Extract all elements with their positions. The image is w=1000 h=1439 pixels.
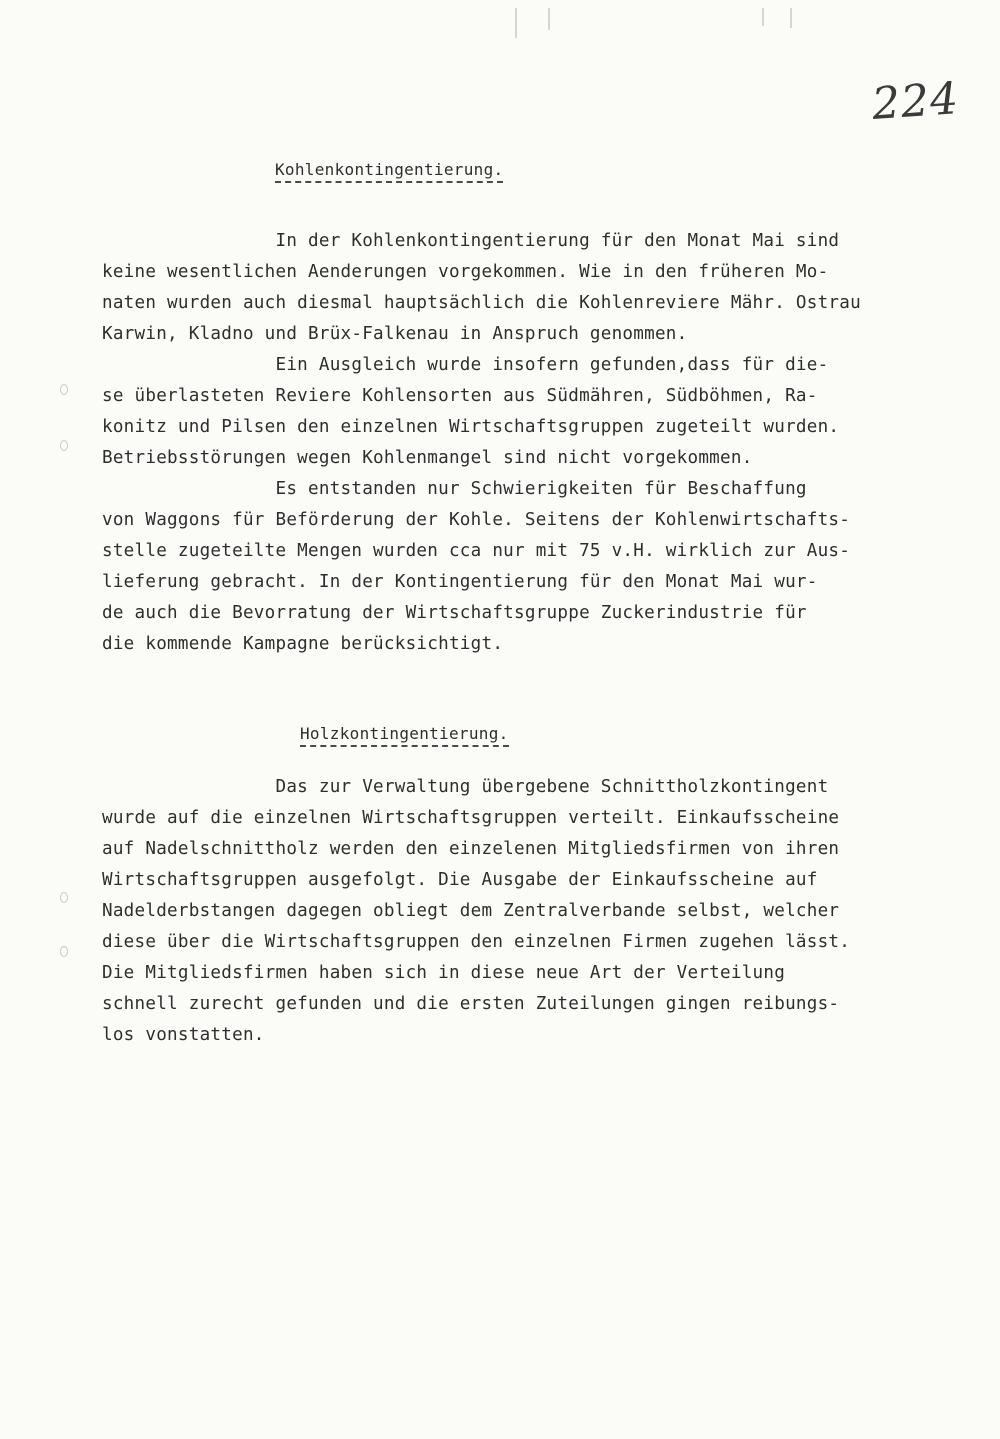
text-line: naten wurden auch diesmal hauptsächlich die Kohlenreviere Mähr. Ostrau bbox=[102, 293, 861, 313]
text-line: Es entstanden nur Schwierigkeiten für Beschaffung bbox=[102, 479, 807, 499]
scan-mark bbox=[515, 8, 517, 38]
text-line: lieferung gebracht. In der Kontingentierung für den Monat Mai wur- bbox=[102, 572, 818, 592]
text-line: wurde auf die einzelnen Wirtschaftsgruppen verteilt. Einkaufsscheine bbox=[102, 808, 840, 828]
scan-mark bbox=[762, 8, 764, 26]
scan-mark bbox=[790, 8, 792, 28]
punch-hole-mark bbox=[60, 440, 68, 451]
text-line: stelle zugeteilte Mengen wurden cca nur mit 75 v.H. wirklich zur Aus- bbox=[102, 541, 851, 561]
handwritten-page-number: 224 bbox=[870, 73, 961, 130]
text-line: Betriebsstörungen wegen Kohlenmangel sind nicht vorgekommen. bbox=[102, 448, 753, 468]
text-line: In der Kohlenkontingentierung für den Monat Mai sind bbox=[102, 231, 840, 251]
text-line: Das zur Verwaltung übergebene Schnittholzkontingent bbox=[102, 777, 829, 797]
text-line: Wirtschaftsgruppen ausgefolgt. Die Ausgabe der Einkaufsscheine auf bbox=[102, 870, 818, 890]
text-line: los vonstatten. bbox=[102, 1025, 265, 1045]
text-line: diese über die Wirtschaftsgruppen den einzelnen Firmen zugehen lässt. bbox=[102, 932, 851, 952]
text-line: konitz und Pilsen den einzelnen Wirtschaftsgruppen zugeteilt wurden. bbox=[102, 417, 840, 437]
section-heading-coal: Kohlenkontingentierung. bbox=[275, 160, 503, 183]
text-line: Nadelderbstangen dagegen obliegt dem Zentralverbande selbst, welcher bbox=[102, 901, 840, 921]
text-line: Die Mitgliedsfirmen haben sich in diese neue Art der Verteilung bbox=[102, 963, 786, 983]
text-line: schnell zurecht gefunden und die ersten Zuteilungen gingen reibungs- bbox=[102, 994, 840, 1014]
text-line: Karwin, Kladno und Brüx-Falkenau in Anspruch genommen. bbox=[102, 324, 688, 344]
text-line: se überlasteten Reviere Kohlensorten aus Südmähren, Südböhmen, Ra- bbox=[102, 386, 818, 406]
text-line: die kommende Kampagne berücksichtigt. bbox=[102, 634, 504, 654]
text-line: de auch die Bevorratung der Wirtschaftsgruppe Zuckerindustrie für bbox=[102, 603, 807, 623]
scan-mark bbox=[548, 8, 550, 30]
punch-hole-mark bbox=[60, 892, 68, 903]
punch-hole-mark bbox=[60, 384, 68, 395]
text-line: keine wesentlichen Aenderungen vorgekommen. Wie in den früheren Mo- bbox=[102, 262, 829, 282]
section-heading-wood: Holzkontingentierung. bbox=[300, 724, 509, 747]
punch-hole-mark bbox=[60, 946, 68, 957]
text-line: von Waggons für Beförderung der Kohle. Seitens der Kohlenwirtschafts- bbox=[102, 510, 851, 530]
text-line: Ein Ausgleich wurde insofern gefunden,dass für die- bbox=[102, 355, 829, 375]
text-line: auf Nadelschnittholz werden den einzelenen Mitgliedsfirmen von ihren bbox=[102, 839, 840, 859]
